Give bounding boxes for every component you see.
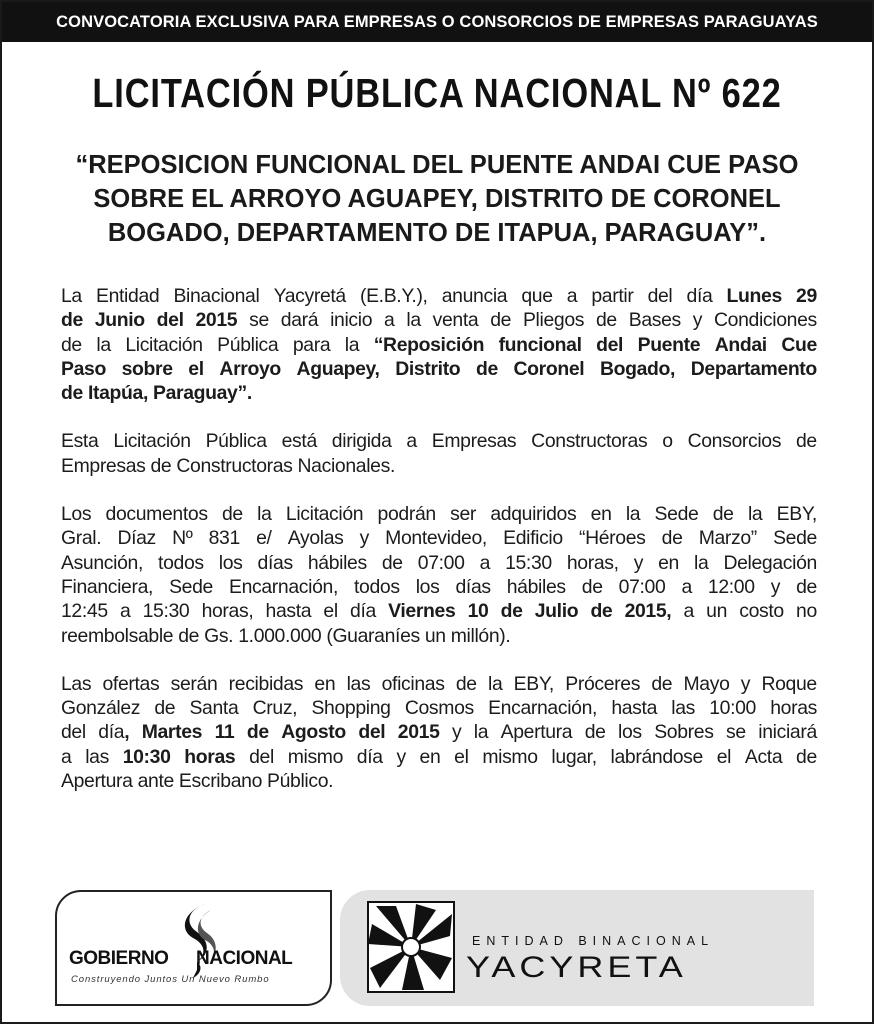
body-word: Encarnación, (488, 697, 598, 720)
body-word: de (150, 454, 172, 477)
body-word: Cruz, (252, 697, 298, 720)
body-word: Condiciones (714, 309, 817, 332)
subtitle-line: “REPOSICION FUNCIONAL DEL PUENTE ANDAI CUE PASO (75, 151, 799, 179)
body-word: costo (739, 600, 784, 623)
body-word: Los (61, 503, 92, 526)
body-word: hasta (611, 697, 657, 720)
body-word: la (344, 333, 360, 356)
body-word: (E.B.Y.), (359, 285, 428, 307)
body-word: todos (158, 551, 204, 574)
body-word: adquiridos (490, 503, 577, 526)
body-word: “Reposición (373, 333, 485, 356)
body-word: días (257, 551, 293, 574)
body-word: inicio (330, 309, 373, 332)
body-word: dará (280, 309, 319, 332)
body-word: de (581, 575, 603, 598)
body-line (61, 357, 817, 381)
body-word: Paraguay”. (152, 382, 252, 405)
yacyreta-wordmark: YACYRETA (466, 950, 687, 984)
body-word: a (384, 309, 395, 332)
body-word: La (61, 285, 82, 307)
body-word: 11 (214, 721, 235, 744)
body-word: Licitación (125, 333, 203, 356)
body-word: Distrito (395, 357, 461, 380)
body-word: 2015, (624, 600, 672, 623)
body-word: Constructoras (176, 454, 293, 477)
body-word: y (359, 527, 369, 550)
body-word: a (119, 600, 131, 623)
body-word: documentos (105, 503, 208, 526)
body-word: e/ (256, 527, 272, 550)
body-word: Pública (205, 430, 267, 453)
body-word: recibidas (228, 672, 304, 695)
body-word: Bases (628, 309, 681, 332)
body-word: de (584, 721, 606, 744)
body-word: Aguapey, (296, 357, 380, 380)
body-word: del (61, 721, 86, 744)
body-line (61, 284, 817, 308)
body-word: mismo (482, 745, 538, 768)
body-word: de (661, 527, 683, 550)
logo-word-gobierno: GOBIERNO (69, 948, 169, 969)
body-word: de (381, 551, 403, 574)
body-word: Bogado, (599, 357, 676, 380)
body-line (61, 429, 817, 453)
body-word: de (796, 745, 817, 768)
yacyreta-logo-panel (340, 890, 814, 1006)
body-word: 831 (208, 527, 240, 550)
body-word: de (455, 672, 477, 695)
body-word: la (96, 333, 111, 356)
body-word: 10:00 (709, 697, 756, 720)
body-word: Shopping (311, 697, 391, 720)
body-word: el (188, 357, 204, 380)
body-word: Sede (654, 503, 699, 526)
body-word: horas, (201, 600, 254, 623)
body-word: Pliegos (522, 309, 585, 332)
body-line (61, 502, 817, 526)
body-line (61, 381, 817, 405)
body-word: iniciará (758, 721, 817, 744)
body-word: Viernes (388, 600, 456, 623)
body-word: Puente (637, 333, 701, 356)
body-word: (Guaraníes (326, 624, 420, 647)
body-word: todos (354, 575, 400, 598)
body-word: Yacyretá (273, 285, 346, 307)
entidad-binacional-label: ENTIDAD BINACIONAL (472, 934, 715, 948)
body-word: en (419, 745, 441, 768)
announcement-body (61, 284, 817, 817)
body-word: Acta (744, 745, 783, 768)
body-word: de (651, 672, 673, 695)
body-word: serán (170, 672, 218, 695)
body-word: Esta (61, 430, 99, 453)
body-word: de (712, 503, 734, 526)
body-word: y (692, 309, 703, 332)
body-line (61, 696, 817, 720)
body-word: 07:00 (417, 551, 465, 574)
body-word: el (716, 745, 732, 768)
body-word: de (796, 575, 817, 598)
body-word: reembolsable (61, 624, 174, 647)
body-word: a (406, 430, 417, 453)
body-word: en (590, 503, 612, 526)
body-word: 12:00 (707, 575, 755, 598)
body-word: Gs. (204, 624, 234, 647)
body-word: de (246, 721, 269, 744)
body-word: Público. (267, 770, 334, 793)
body-line (61, 454, 817, 478)
body-word: Constructoras (531, 430, 648, 453)
gobierno-tagline: Construyendo Juntos Un Nuevo Rumbo (71, 974, 270, 985)
body-word: de (475, 357, 498, 380)
body-word: del (249, 745, 274, 768)
body-line (61, 526, 817, 550)
body-word: de (61, 309, 83, 332)
body-word: las (671, 697, 695, 720)
body-word: Delegación (723, 551, 817, 574)
body-word: el (323, 600, 338, 623)
body-line (61, 551, 817, 575)
body-word: Encarnación, (229, 575, 338, 598)
body-word: ofertas (102, 672, 160, 695)
body-word: Marzo” (698, 527, 757, 550)
body-word: del (647, 285, 673, 307)
body-word: millón). (450, 624, 511, 647)
body-word: podrán (377, 503, 436, 526)
body-word: la (747, 503, 763, 526)
body-word: Cosmos (404, 697, 474, 720)
body-word: de (500, 600, 523, 623)
body-word: EBY, (513, 672, 554, 695)
body-word: la (694, 551, 709, 574)
top-banner: CONVOCATORIA EXCLUSIVA PARA EMPRESAS O CONSORCIOS DE EMPRESAS PARAGUAYAS (2, 2, 872, 42)
body-word: Las (61, 672, 92, 695)
body-word: la (406, 309, 421, 332)
body-word: lugar, (551, 745, 597, 768)
body-word: Asunción, (61, 551, 144, 574)
body-word: las (346, 672, 371, 695)
body-word: Julio (534, 600, 579, 623)
body-line (61, 624, 817, 648)
body-word: Próceres (565, 672, 641, 695)
body-word: “Héroes (578, 527, 646, 550)
body-word: Consorcios (687, 430, 782, 453)
body-word: Edificio (503, 527, 563, 550)
body-word: Pública (217, 333, 279, 356)
body-word: hábiles (307, 551, 367, 574)
body-word: 2015 (397, 721, 440, 744)
gobierno-nacional-logo (55, 890, 332, 1006)
body-word: 2015 (195, 309, 238, 332)
body-word: Junio (94, 309, 145, 332)
body-word: venta (432, 309, 479, 332)
body-word: días (455, 575, 491, 598)
body-word: las (85, 745, 109, 768)
body-word: la (473, 721, 489, 744)
body-word: 15:30 (142, 600, 190, 623)
body-word: la (257, 503, 272, 526)
body-word: y (740, 672, 751, 695)
body-word: a (683, 600, 694, 623)
body-word: Sede (169, 575, 213, 598)
body-line (61, 745, 817, 769)
body-word: Agosto (281, 721, 346, 744)
body-word: la (625, 503, 641, 526)
body-word: Entidad (96, 285, 160, 307)
body-word: de (154, 697, 176, 720)
body-word: 10 (467, 600, 489, 623)
body-paragraph (61, 429, 817, 478)
body-word: Paso (61, 357, 106, 380)
body-word: 29 (796, 285, 817, 307)
body-word: Roque (761, 672, 817, 695)
body-word: del (156, 309, 184, 332)
body-word: Apertura (500, 721, 573, 744)
body-word: de (590, 600, 613, 623)
body-word: los (415, 575, 440, 598)
body-word: ser (450, 503, 477, 526)
body-word: Mayo (683, 672, 730, 695)
body-word: Díaz (117, 527, 156, 550)
body-word: Ayolas (287, 527, 344, 550)
body-word: hasta (265, 600, 312, 623)
body-word: funcional (498, 333, 582, 356)
body-word: horas, (566, 551, 619, 574)
body-paragraph (61, 502, 817, 648)
body-word: Coronel (513, 357, 585, 380)
body-word: 1.000.000 (238, 624, 322, 647)
project-subtitle (42, 148, 832, 250)
body-line (61, 769, 817, 793)
page-title: LICITACIÓN PÚBLICA NACIONAL Nº 622 (92, 70, 782, 116)
body-word: de (61, 382, 83, 405)
body-word: se (249, 309, 269, 332)
body-word: de (490, 309, 512, 332)
logo-word-nacional: NACIONAL (196, 948, 293, 969)
body-word: sobre (121, 357, 173, 380)
body-line (61, 599, 817, 623)
body-word: del (596, 333, 624, 356)
body-word: de (61, 333, 82, 356)
gobierno-nacional-wordmark (69, 948, 292, 970)
body-word: y (633, 551, 644, 574)
subtitle-line: BOGADO, DEPARTAMENTO DE ITAPUA, PARAGUAY”. (107, 219, 767, 247)
body-word: de (795, 430, 817, 453)
body-word: de (221, 503, 243, 526)
body-word: Andai (714, 333, 767, 356)
body-word: un (706, 600, 728, 623)
body-word: y (451, 721, 462, 744)
body-word: EBY, (776, 503, 817, 526)
body-word: partir (591, 285, 634, 307)
body-word: Empresas (61, 454, 146, 477)
body-word: Financiera, (61, 575, 154, 598)
body-word: que (521, 285, 553, 307)
body-word: Cue (781, 333, 817, 356)
body-word: horas (770, 697, 817, 720)
body-word: 12:45 (61, 600, 108, 623)
body-word: Departamento (690, 357, 817, 380)
body-word: de (178, 624, 200, 647)
body-word: Martes (141, 721, 203, 744)
body-word: los (618, 721, 642, 744)
body-line (61, 308, 817, 332)
body-word: día, (98, 721, 130, 744)
body-word: no (796, 600, 817, 623)
body-word: anuncia (441, 285, 508, 307)
body-word: Binacional (173, 285, 260, 307)
body-word: mismo (287, 745, 344, 768)
yacyreta-emblem-icon (366, 900, 456, 994)
body-word: Nacionales. (297, 454, 395, 477)
body-word: la (487, 672, 503, 695)
body-word: y (770, 575, 781, 598)
body-word: Santa (189, 697, 239, 720)
body-word: 07:00 (618, 575, 666, 598)
body-word: Nº (172, 527, 193, 550)
subtitle-line: SOBRE EL ARROYO AGUAPEY, DISTRITO DE CORONEL (93, 185, 781, 213)
body-word: Itapúa, (87, 382, 148, 405)
body-line (61, 575, 817, 599)
body-word: a (61, 745, 72, 768)
body-word: día (356, 745, 383, 768)
body-word: Sobres (654, 721, 714, 744)
body-word: Gral. (61, 527, 102, 550)
body-word: o (662, 430, 673, 453)
body-word: a (681, 575, 692, 598)
body-word: y (396, 745, 406, 768)
body-word: 15:30 (505, 551, 552, 574)
body-word: día (350, 600, 376, 623)
body-word: Licitación (113, 430, 191, 453)
body-word: González (61, 697, 141, 720)
body-word: Licitación (285, 503, 364, 526)
body-word: del (358, 721, 386, 744)
body-word: horas (184, 745, 236, 768)
body-word: Sede (773, 527, 817, 550)
body-word: en (314, 672, 336, 695)
body-word: Lunes (726, 285, 782, 307)
body-word: Escribano (178, 770, 262, 793)
body-word: Empresas (431, 430, 517, 453)
body-line (61, 720, 817, 744)
body-word: labrándose (610, 745, 703, 768)
body-word: un (424, 624, 446, 647)
body-word: el (454, 745, 469, 768)
body-word: Arroyo (219, 357, 281, 380)
body-word: Apertura (61, 770, 133, 793)
body-word: día (686, 285, 713, 307)
body-word: 10:30 (122, 745, 171, 768)
body-word: a (566, 285, 578, 307)
body-paragraph (61, 284, 817, 405)
body-word: en (658, 551, 679, 574)
body-word: dirigida (331, 430, 392, 453)
body-word: ante (137, 770, 174, 793)
body-word: Montevideo, (385, 527, 487, 550)
body-line (61, 672, 817, 696)
body-word: de (595, 309, 617, 332)
body-word: oficinas (381, 672, 445, 695)
body-word: está (281, 430, 317, 453)
body-word: para (292, 333, 331, 356)
body-word: los (218, 551, 243, 574)
body-word: hábiles (506, 575, 566, 598)
body-word: a (479, 551, 491, 574)
body-word: se (726, 721, 746, 744)
body-line (61, 333, 817, 357)
body-paragraph (61, 672, 817, 793)
